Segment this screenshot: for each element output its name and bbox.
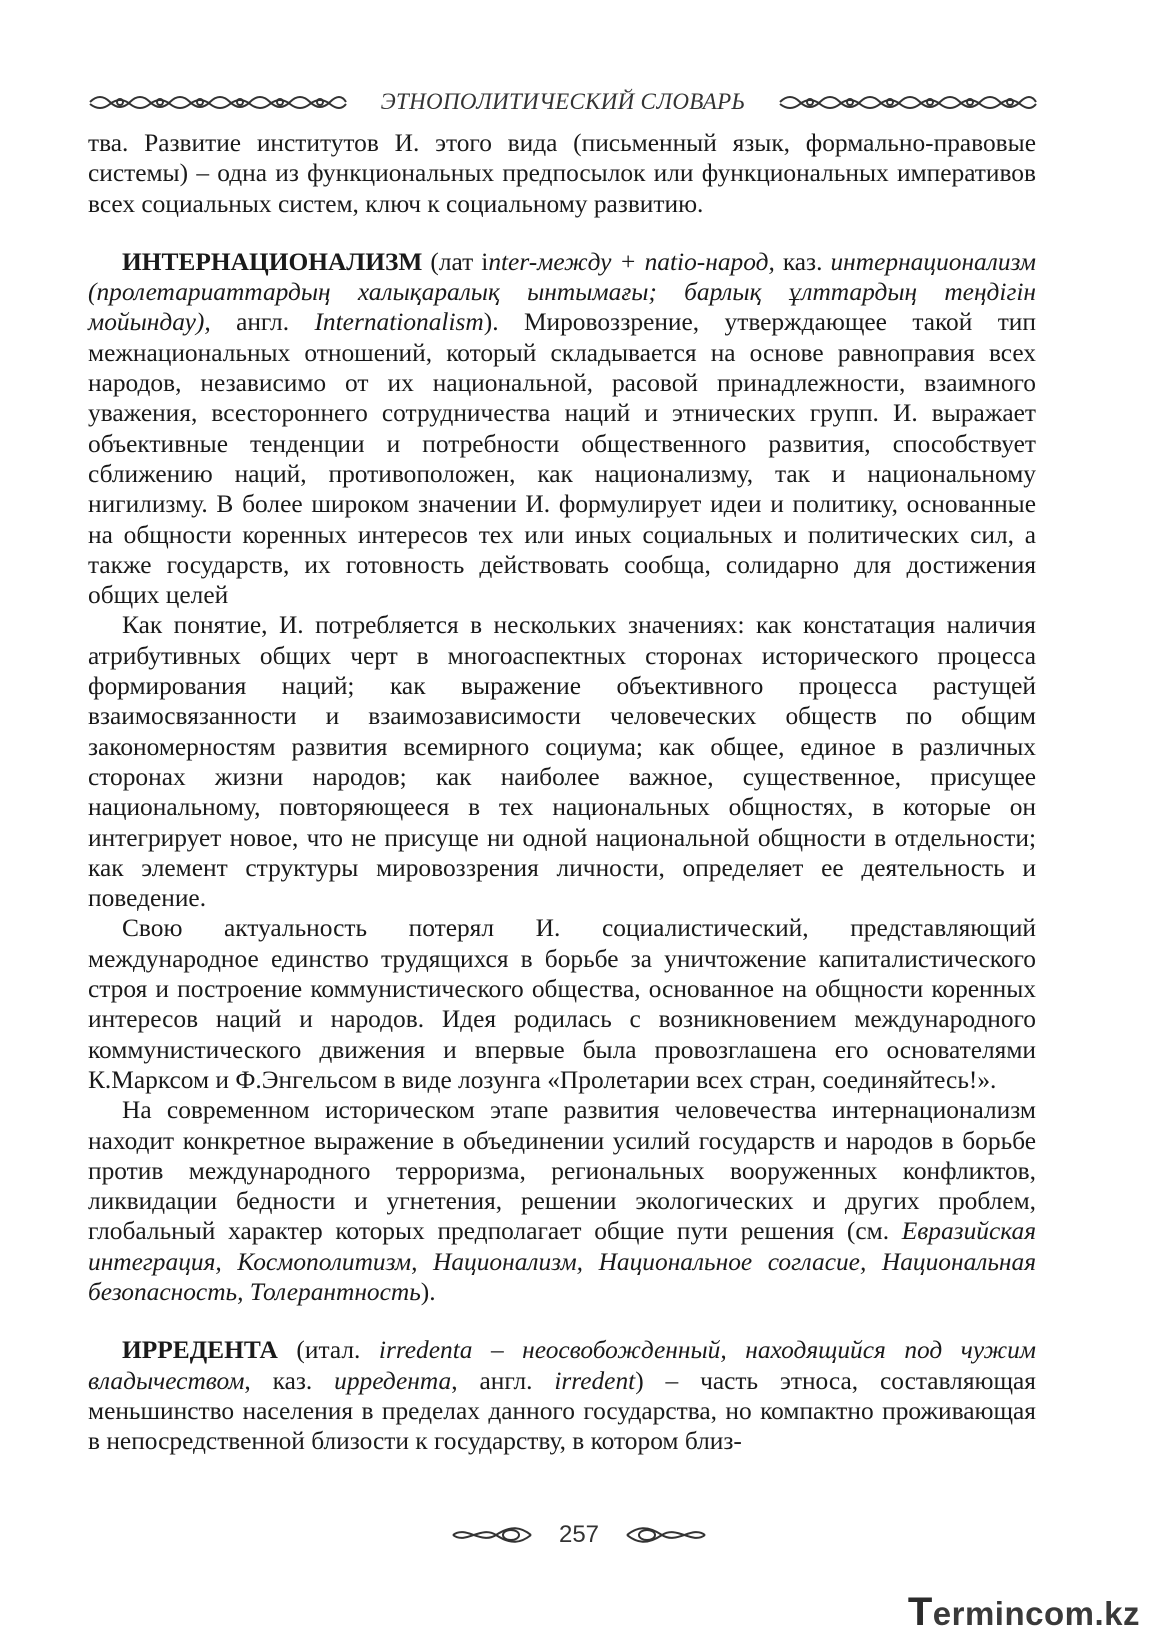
etymology-text: (итал. bbox=[277, 1336, 379, 1365]
entry-term: ИРРЕДЕНТА bbox=[122, 1336, 278, 1365]
etymology-kazakh: интернационализм (пролетариаттардың халықаралық ынтымағы; барлық ұлттардың теңдігін мойындау), bbox=[88, 247, 1036, 337]
paragraph: Свою актуальность потерял И. социалистический, представляющий международное единство трудящихся в борьбе за уничтожение капиталистического строя и построение коммунистического общества, основанное на общности коренных интересов наций и народов. Идея родилась с возникновением международного коммунистического движения и впервые была провозглашена его основателями К.Марксом и Ф.Энгельсом в виде лозунга «Пролетарии всех стран, соединяйтесь!». bbox=[88, 914, 1036, 1094]
entry-internationalism bbox=[88, 247, 1036, 611]
etymology-italian: irredenta – неосвобожденный, находящийся под чужим владычеством bbox=[88, 1336, 1037, 1395]
page-number: 257 bbox=[558, 1521, 600, 1548]
etymology-text: (лат і bbox=[422, 247, 489, 276]
site-watermark: Termincom.kz bbox=[907, 1590, 1140, 1634]
entry-term: ИНТЕРНАЦИОНАЛИЗМ bbox=[122, 247, 423, 276]
ornament-right-icon bbox=[778, 92, 1038, 112]
definition-text: ) – часть этноса, составляющая меньшинство населения в пределах данного государства, но компактно проживающая в непосредственной близости к государству, в котором близ- bbox=[88, 1366, 1036, 1456]
etymology-text: , каз. bbox=[244, 1366, 335, 1395]
paragraph-text: ). bbox=[420, 1277, 436, 1306]
previous-entry-continuation: тва. Развитие институтов И. этого вида (письменный язык, формально-правовые системы) – одна из функциональных предпосылок или функциональных императивов всех социальных систем, ключ к социальному развитию. bbox=[88, 129, 1036, 218]
etymology-latin: nter-между + natio-народ, bbox=[488, 247, 775, 276]
paragraph bbox=[88, 1095, 1036, 1307]
running-header-title: ЭТНОПОЛИТИЧЕСКИЙ СЛОВАРЬ bbox=[380, 89, 746, 114]
etymology-text: каз. bbox=[774, 247, 831, 276]
cross-references: Евразийская интеграция, Космополитизм, Национализм, Национальное согласие, Национальная безопасность, Толерантность bbox=[88, 1217, 1036, 1306]
etymology-text: англ. bbox=[210, 308, 315, 337]
paragraph-text: На современном историческом этапе развития человечества интернационализм находит конкретное выражение в объединении усилий государств и народов в борьбе против международного терроризма, региональных вооруженных конфликтов, ликвидации бедности и угнетения, решении экологических и других проблем, глобальный характер которых предполагает общие пути решения (см. bbox=[88, 1096, 1036, 1246]
etymology-english: Internationalism bbox=[314, 308, 484, 337]
definition-text: ). Мировоззрение, утверждающее такой тип межнациональных отношений, который складывается на основе равноправия всех народов, независимо от их национальной, расовой принадлежности, взаимного уважения, всестороннего сотрудничества наций и этнических групп. И. выражает объективные тенденции и потребности общественного развития, способствует сближению наций, противоположен, как национализму, так и национальному нигилизму. В более широком значении И. формулирует идеи и политику, основанные на общности коренных интересов тех или иных социальных и политических сил, а также государств, их готовность действовать сообща, солидарно для достижения общих целей bbox=[88, 308, 1036, 610]
etymology-text: , англ. bbox=[451, 1366, 555, 1395]
etymology-kazakh: ирредента bbox=[334, 1366, 452, 1395]
flourish-right-icon bbox=[625, 1523, 707, 1547]
ornament-left-icon bbox=[88, 92, 348, 112]
page-header bbox=[88, 86, 1038, 118]
page-body bbox=[88, 128, 1036, 1456]
etymology-english: irredent bbox=[554, 1366, 636, 1395]
entry-irredenta bbox=[88, 1335, 1036, 1456]
page-footer bbox=[0, 1518, 1158, 1552]
paragraph: Как понятие, И. потребляется в нескольких значениях: как констатация наличия атрибутивных общих черт в многоаспектных сторонах исторического процесса формирования наций; как выражение объективного процесса растущей взаимосвязанности и взаимозависимости человеческих обществ по общим закономерностям развития всемирного социума; как общее, единое в различных сторонах жизни народов; как наиболее важное, существенное, присущее национальному, повторяющееся в тех национальных общностях, в которые он интегрирует новое, что не присуще ни одной национальной общности в отдельности; как элемент структуры мировоззрения личности, определяет ее деятельность и поведение. bbox=[88, 611, 1036, 913]
flourish-left-icon bbox=[451, 1523, 533, 1547]
